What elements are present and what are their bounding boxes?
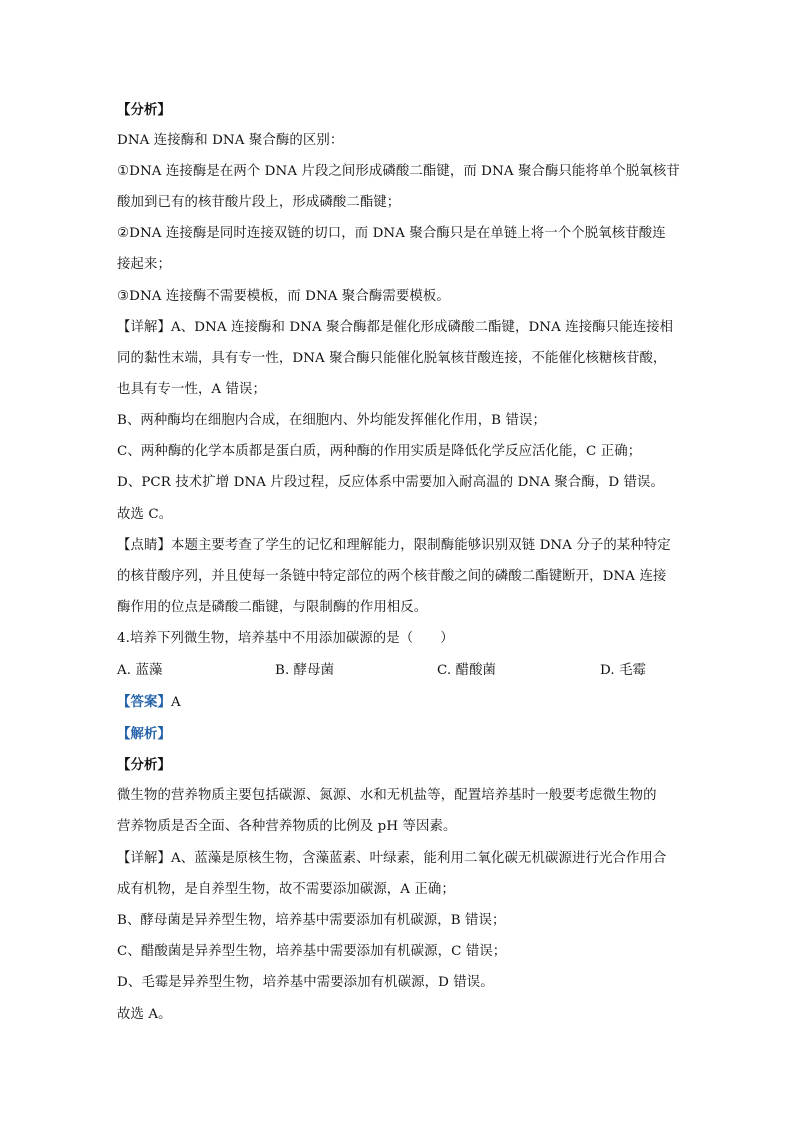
section-heading-analysis-2: 【分析】 <box>117 757 171 773</box>
text-line: B、酵母菌是异养型生物，培养基中需要添加有机碳源，B 错误； <box>117 913 506 928</box>
text-line: B、两种酶均在细胞内合成，在细胞内、外均能发挥催化作用，B 错误； <box>117 413 546 428</box>
text-line: 酸加到已有的核苷酸片段上，形成磷酸二酯键； <box>117 195 401 210</box>
option-b: B. 酵母菌 <box>275 663 335 678</box>
option-a: A. 蓝藻 <box>117 663 163 678</box>
text-line: 故选 C。 <box>117 507 173 522</box>
section-heading-analysis: 【分析】 <box>117 102 171 118</box>
text-line: DNA 连接酶和 DNA 聚合酶的区别： <box>117 133 344 148</box>
answer-line <box>117 692 181 713</box>
text-line: ①DNA 连接酶是在两个 DNA 片段之间形成磷酸二酯键，而 DNA 聚合酶只能将单个脱氧核苷 <box>117 164 680 179</box>
comment-paragraph-line: 【点睛】本题主要考查了学生的记忆和理解能力，限制酶能够识别双链 DNA 分子的某种特定 <box>117 538 671 553</box>
text-line: 故选 A。 <box>117 1007 172 1022</box>
text-line: 的核苷酸序列，并且使每一条链中特定部位的两个核苷酸之间的磷酸二酯键断开，DNA 连接 <box>117 569 667 584</box>
text-line: D、PCR 技术扩增 DNA 片段过程，反应体系中需要加入耐高温的 DNA 聚合酶，D 错误。 <box>117 475 665 490</box>
answer-value: A <box>170 695 181 710</box>
text-line: D、毛霉是异养型生物，培养基中需要添加有机碳源，D 错误。 <box>117 975 494 990</box>
text-line: 同的黏性末端，具有专一性，DNA 聚合酶只能催化脱氧核苷酸连接，不能催化核糖核苷酸， <box>117 351 667 366</box>
answer-options <box>117 661 687 681</box>
option-d: D. 毛霉 <box>600 663 647 678</box>
text-line: 营养物质是否全面、各种营养物质的比例及 pH 等因素。 <box>117 819 457 834</box>
option-c: C. 醋酸菌 <box>437 663 497 678</box>
text-line: 成有机物，是自养型生物，故不需要添加碳源，A 正确； <box>117 882 455 897</box>
text-line: 微生物的营养物质主要包括碳源、氮源、水和无机盐等，配置培养基时一般要考虑微生物的 <box>117 788 657 803</box>
text-line: 接起来； <box>117 257 171 272</box>
detail-paragraph-line: 【详解】A、DNA 连接酶和 DNA 聚合酶都是催化形成磷酸二酯键，DNA 连接酶只能连接相 <box>117 320 674 335</box>
answer-label: 【答案】 <box>117 694 171 710</box>
text-line: ③DNA 连接酶不需要模板，而 DNA 聚合酶需要模板。 <box>117 289 450 304</box>
text-line: ②DNA 连接酶是同时连接双链的切口，而 DNA 聚合酶只是在单链上将一个个脱氧核苷酸连 <box>117 226 666 241</box>
detail-paragraph-line: 【详解】A、蓝藻是原核生物，含藻蓝素、叶绿素，能利用二氧化碳无机碳源进行光合作用合 <box>117 851 667 866</box>
text-line: 也具有专一性，A 错误； <box>117 382 267 397</box>
explanation-label: 【解析】 <box>117 726 171 742</box>
text-line: 酶作用的位点是磷酸二酯键，与限制酶的作用相反。 <box>117 600 428 615</box>
text-line: C、醋酸菌是异养型生物，培养基中需要添加有机碳源，C 错误； <box>117 944 507 959</box>
text-line: C、两种酶的化学本质都是蛋白质，两种酶的作用实质是降低化学反应活化能，C 正确； <box>117 444 642 459</box>
question-stem: 4.培养下列微生物，培养基中不用添加碳源的是（ ） <box>117 631 454 646</box>
